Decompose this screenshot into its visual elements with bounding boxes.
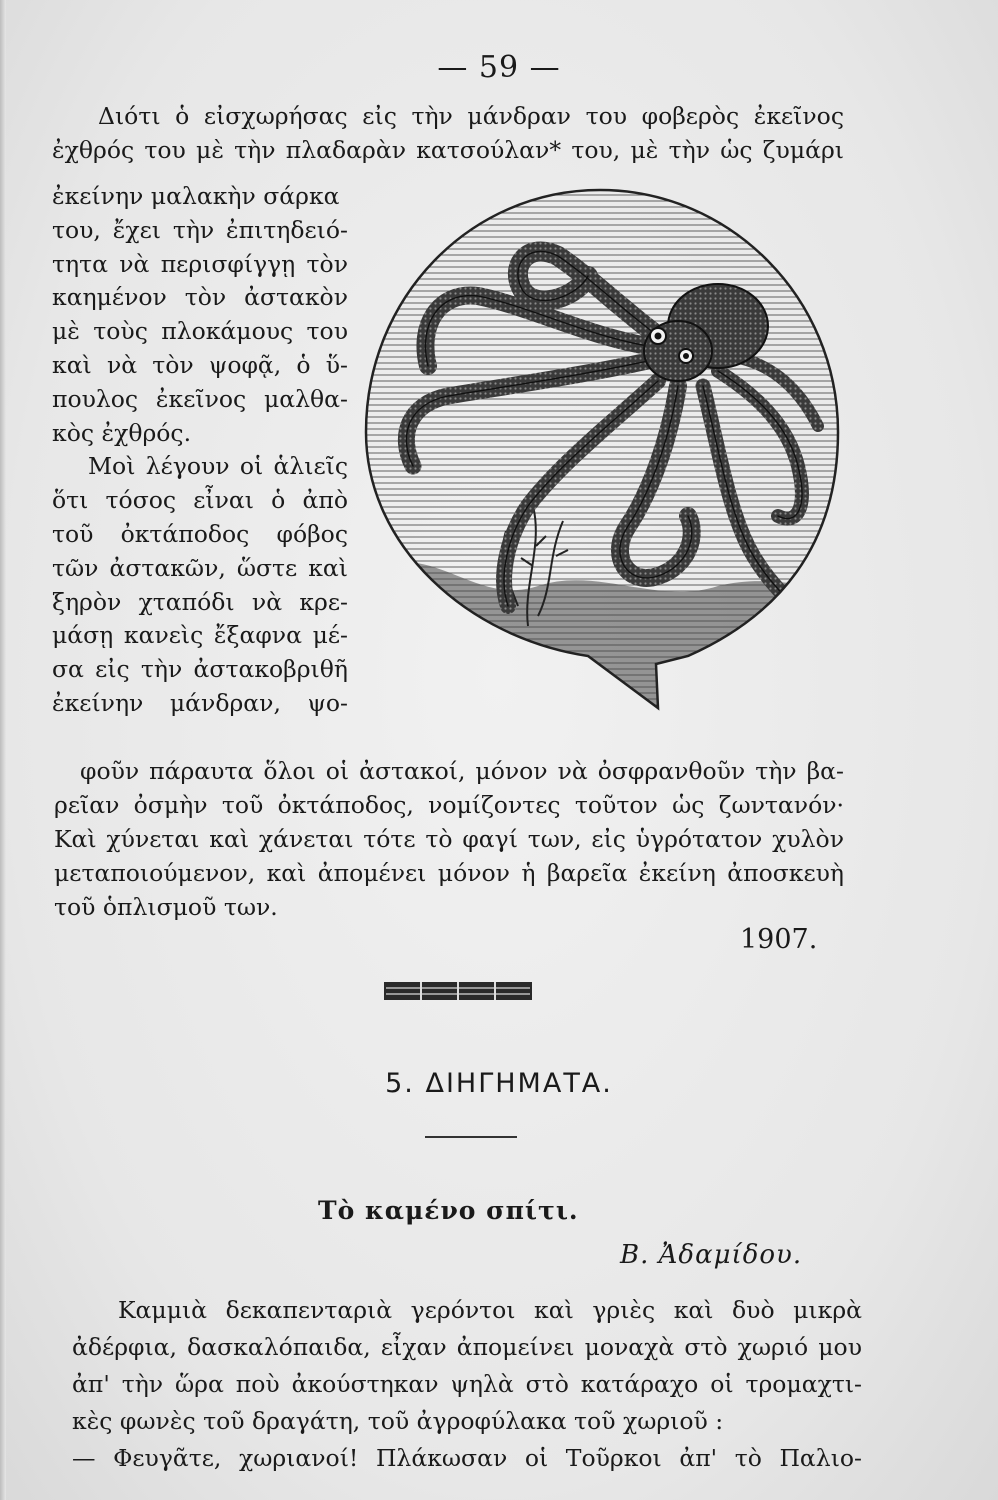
text-line: μάσῃ κανεὶς ἔξαφνα μέ- (52, 621, 348, 650)
text-line: σα εἰς τὴν ἀστακοβριθῆ (52, 655, 348, 684)
text-line: — Φευγᾶτε, χωριανοί! Πλάκωσαν οἱ Τοῦρκοι ἀπ' τὸ Παλιο- (72, 1444, 862, 1472)
ornamental-divider (384, 982, 532, 1000)
text-line: ἐκείνην μαλακὴν σάρκα (52, 182, 340, 210)
second-paragraph-full (54, 754, 844, 924)
text-line: μὲ τοὺς πλοκάμους του (52, 317, 348, 346)
title-rule (425, 1136, 517, 1138)
text-line: Μοὶ λέγουν οἱ ἁλιεῖς (88, 452, 348, 481)
text-line: μεταποιούμενον, καὶ ἀπομένει μόνον ἡ βαρεῖα ἐκείνη ἀποσκευὴ (54, 859, 844, 887)
text-line: Καμμιὰ δεκαπενταριὰ γερόντοι καὶ γριὲς καὶ δυὸ μικρὰ (118, 1296, 862, 1324)
text-line: κὲς φωνὲς τοῦ δραγάτη, τοῦ ἀγροφύλακα τοῦ χωριοῦ : (72, 1407, 724, 1435)
vignette-frame (358, 186, 842, 726)
page-edge-shadow (0, 0, 6, 1500)
section-title: 5. ΔΙΗΓΗΜΑΤΑ. (385, 1068, 613, 1099)
page-number: — 59 — (437, 50, 561, 85)
text-line: καὶ νὰ τὸν ψοφᾷ, ὁ ὕ- (52, 350, 348, 379)
octopus-illustration (358, 186, 842, 726)
text-line: ἀπ' τὴν ὥρα ποὺ ἀκούστηκαν ψηλὰ στὸ κατάραχο οἱ τρομαχτι- (72, 1370, 862, 1398)
text-line: ἐκείνην μάνδραν, ψο- (52, 688, 348, 717)
text-line: πουλος ἐκεῖνος μαλθα- (52, 384, 348, 413)
story-author: Β. Ἀδαμίδου. (620, 1240, 803, 1270)
text-line: ὅτι τόσος εἶναι ὁ ἀπὸ (52, 486, 348, 515)
story-title: Τὸ καμένο σπίτι. (318, 1196, 579, 1225)
text-line: τητα νὰ περισφίγγῃ τὸν (52, 249, 348, 278)
text-line: φοῦν πάραυτα ὅλοι οἱ ἀστακοί, μόνον νὰ ὀσφρανθοῦν τὴν βα- (80, 757, 844, 785)
story-body (72, 1292, 862, 1477)
text-line: του, ἔχει τὴν ἐπιτηδειό- (52, 215, 348, 244)
text-line: τῶν ἀστακῶν, ὥστε καὶ (52, 553, 348, 582)
text-line: Καὶ χύνεται καὶ χάνεται τότε τὸ φαγί των, εἰς ὑγρότατον χυλὸν (54, 825, 844, 853)
text-line: καημένον τὸν ἀστακὸν (52, 283, 348, 312)
text-line: τοῦ ὀκτάποδος φόβος (52, 519, 348, 548)
top-paragraph-full (52, 100, 844, 167)
text-line: κὸς ἐχθρός. (52, 418, 192, 447)
text-line: τοῦ ὁπλισμοῦ των. (54, 893, 278, 921)
text-line: ἐχθρός του μὲ τὴν πλαδαρὰν κατσούλαν* του, μὲ τὴν ὡς ζυμάρι (52, 135, 844, 164)
text-line: Διότι ὁ εἰσχωρήσας εἰς τὴν μάνδραν του φοβερὸς ἐκεῖνος (98, 102, 844, 130)
text-line: ἀδέρφια, δασκαλόπαιδα, εἶχαν ἀπομείνει μοναχὰ στὸ χωριό μου (72, 1333, 862, 1361)
year-signature: 1907. (740, 924, 818, 955)
text-line: ξηρὸν χταπόδι νὰ κρε- (52, 587, 348, 616)
narrow-column (52, 180, 348, 721)
text-line: ρεῖαν ὀσμὴν τοῦ ὀκτάποδος, νομίζοντες τοῦτον ὡς ζωντανόν· (54, 791, 844, 819)
